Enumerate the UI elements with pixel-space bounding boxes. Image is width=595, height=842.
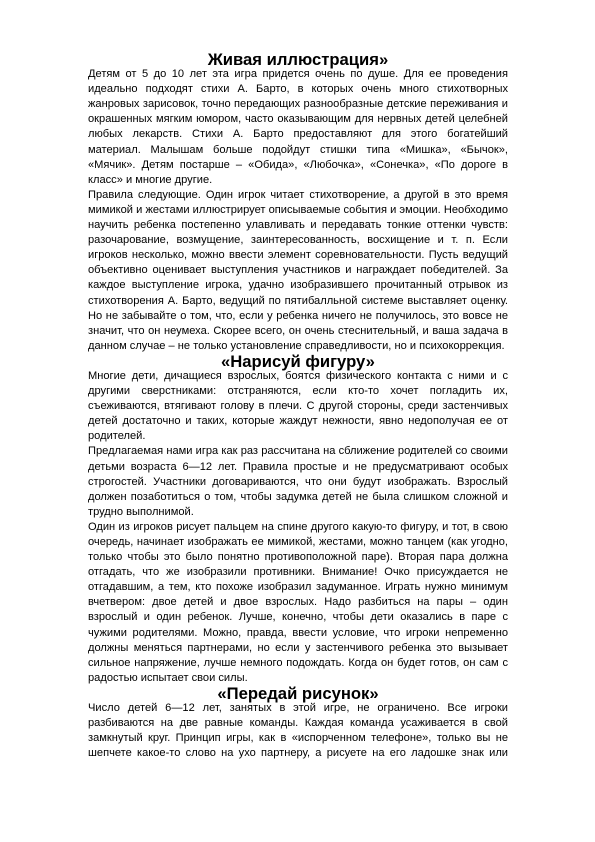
paragraph: Предлагаемая нами игра как раз рассчитана на сближение родителей со своими детьми возраста 6—12 лет. Правила простые и не предусматривают особых строгостей. Участники договариваются, что они будут изображать. Взрослый должен позаботиться о том, чтобы задумка детей не была слишком сложной и трудно выполнимой. (88, 445, 508, 518)
document-page (88, 52, 508, 761)
section-heading-live-illustration: Живая иллюстрация» (207, 50, 389, 69)
paragraph: Детям от 5 до 10 лет эта игра придется очень по душе. Для ее проведения идеально подходят стихи А. Барто, в которых очень много стихотворных жанровых зарисовок, точно передающих разнообразные детские переживания и окрашенных мягким юмором, часто оказывающим для нервных детей целебней любых лекарств. Стихи А. Барто предоставляют для этого богатейший материал. Малышам больше подойдут стишки типа «Мишка», «Бычок», «Мячик». Детям постарше – «Обида», «Любочка», «Сонечка», «По дороге в класс» и многие другие. (88, 68, 508, 186)
paragraph: Правила следующие. Один игрок читает стихотворение, а другой в это время мимикой и жестами иллюстрирует описываемые события и эмоции. Необходимо научить ребенка постепенно улавливать и передавать тонкие оттенки чувств: разочарование, возмущение, заинтересованность, восхищение и т. п. Если игроков несколько, можно ввести элемент соревновательности. Пусть ведущий объективно оценивает выступления участников и награждает победителей. За каждое выступление игрока, удачно изобразившего прочитанный отрывок из стихотворения А. Барто, ведущий по пятибалльной системе выставляет оценку. Но не забывайте о том, что, если у ребенка ничего не получилось, это вовсе не значит, что он неумеха. Скорее всего, он очень стеснительный, и ваша задача в данном случае – не только установление справедливости, но и психокоррекция. (88, 188, 508, 352)
paragraph: Число детей 6—12 лет, занятых в этой игре, не ограничено. Все игроки разбиваются на две равные команды. Каждая команда усаживается в свой замкнутый круг. Принцип игры, как в «испорченном телефоне», только вы не шепчете какое-то слово на ухо партнеру, а рисуете на его ладошке знак или (88, 702, 508, 760)
paragraph: Многие дети, дичащиеся взрослых, боятся физического контакта с ними и с другими сверстниками: отстраняются, если кто-то хочет погладить их, съеживаются, втягивают голову в плечи. С другой стороны, среди застенчивых детей достаточно и таких, которые жаждут нежности, явно недополучая ее от родителей. (88, 369, 508, 443)
section-heading-pass-drawing: «Передай рисунок» (217, 683, 379, 703)
section-heading-draw-figure: «Нарисуй фигуру» (221, 351, 375, 371)
paragraph: Один из игроков рисует пальцем на спине другого какую-то фигуру, и тот, в свою очередь, начинает изображать ее мимикой, жестами, можно танцем (как угодно, только чтобы это было понятно противоположной паре). Вторая пара должна отгадать, что же изобразили противники. Внимание! Очко присуждается не отгадавшим, а тем, кто похоже изобразил задуманное. Играть нужно минимум вчетвером: двое детей и двое взрослых. Надо разбиться на пары – один взрослый и один ребенок. Лучше, конечно, чтобы дети оказались в паре с чужими родителями. Можно, правда, ввести условие, что игроки непременно должны меняться партнерами, но если у застенчивого ребенка это вызывает сильное напряжение, лучше немного подождать. Когда он будет готов, он сам с радостью испытает свои силы. (88, 520, 508, 684)
